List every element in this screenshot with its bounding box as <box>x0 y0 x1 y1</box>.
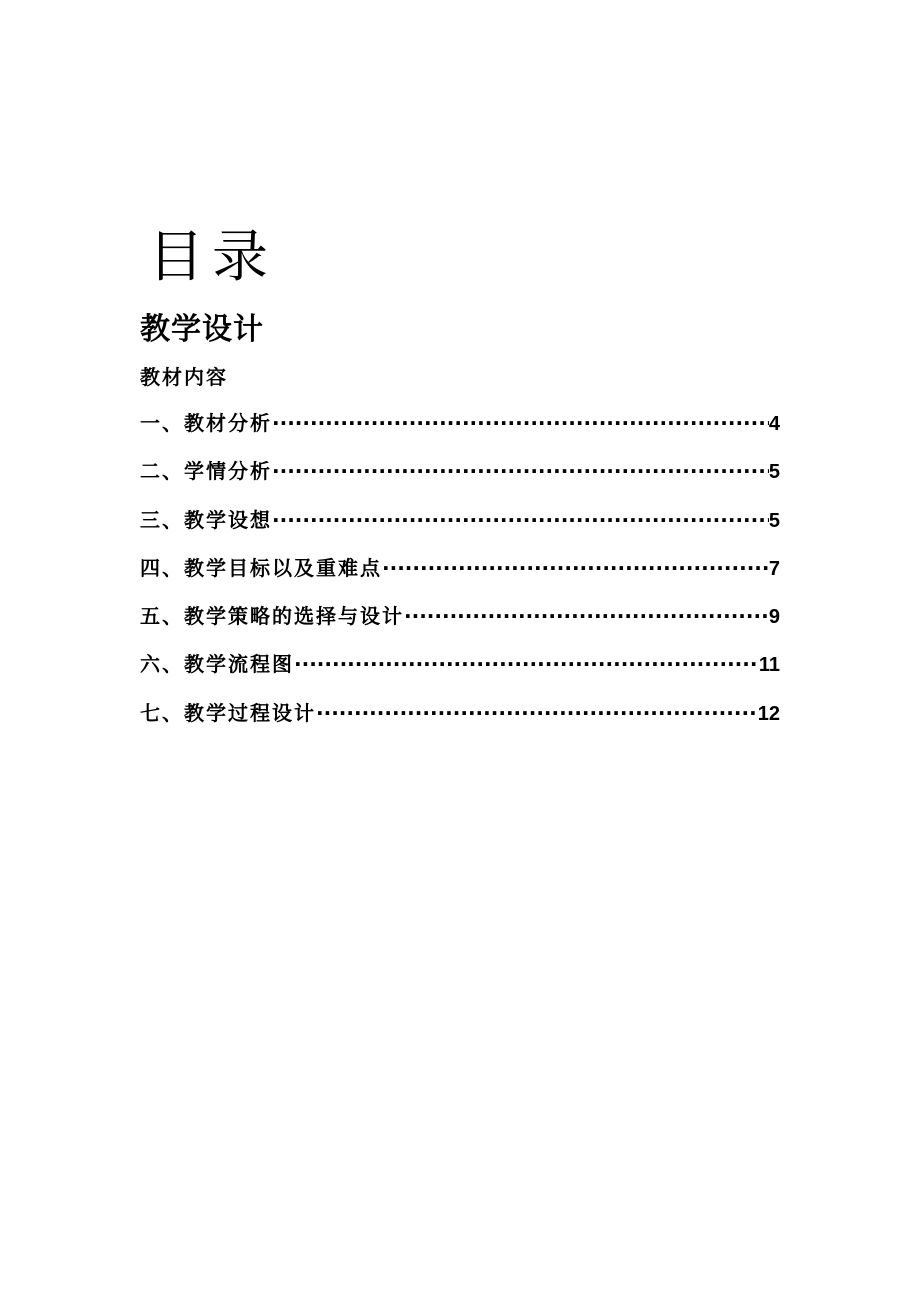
subsection-heading: 教材内容 <box>140 365 228 389</box>
toc-entry-page: 11 <box>758 654 780 677</box>
toc-entry[interactable] <box>140 698 780 746</box>
toc-dot-leader <box>382 553 769 583</box>
toc-entry-label: 二、学情分析 <box>140 459 272 484</box>
toc-entry[interactable] <box>140 553 780 601</box>
toc-entry[interactable] <box>140 649 780 697</box>
toc-dot-leader <box>272 505 769 535</box>
toc-entry-label: 六、教学流程图 <box>140 652 294 677</box>
toc-title: 目录 <box>148 225 276 290</box>
toc-entry-label: 三、教学设想 <box>140 507 272 532</box>
toc-entry-page: 4 <box>768 413 780 435</box>
toc-entry-label: 五、教学策略的选择与设计 <box>140 604 404 629</box>
toc-entry-label: 一、教材分析 <box>140 411 272 435</box>
toc-dot-leader <box>294 649 759 679</box>
toc-dot-leader <box>316 698 758 728</box>
toc-entry-label: 七、教学过程设计 <box>140 700 316 725</box>
toc-entry-page: 12 <box>757 702 780 725</box>
toc-entry-page: 7 <box>768 557 780 580</box>
toc-entry[interactable] <box>140 408 780 456</box>
toc-list <box>140 408 780 746</box>
toc-entry-label: 四、教学目标以及重难点 <box>140 555 382 580</box>
toc-entry[interactable] <box>140 456 780 504</box>
toc-dot-leader <box>272 408 769 438</box>
toc-dot-leader <box>272 456 769 486</box>
toc-entry-page: 5 <box>768 461 780 484</box>
toc-entry[interactable] <box>140 601 780 649</box>
toc-dot-leader <box>404 601 769 631</box>
toc-entry-page: 9 <box>768 606 780 629</box>
toc-entry-page: 5 <box>768 509 780 532</box>
toc-entry[interactable] <box>140 505 780 553</box>
section-heading: 教学设计 <box>140 312 264 347</box>
